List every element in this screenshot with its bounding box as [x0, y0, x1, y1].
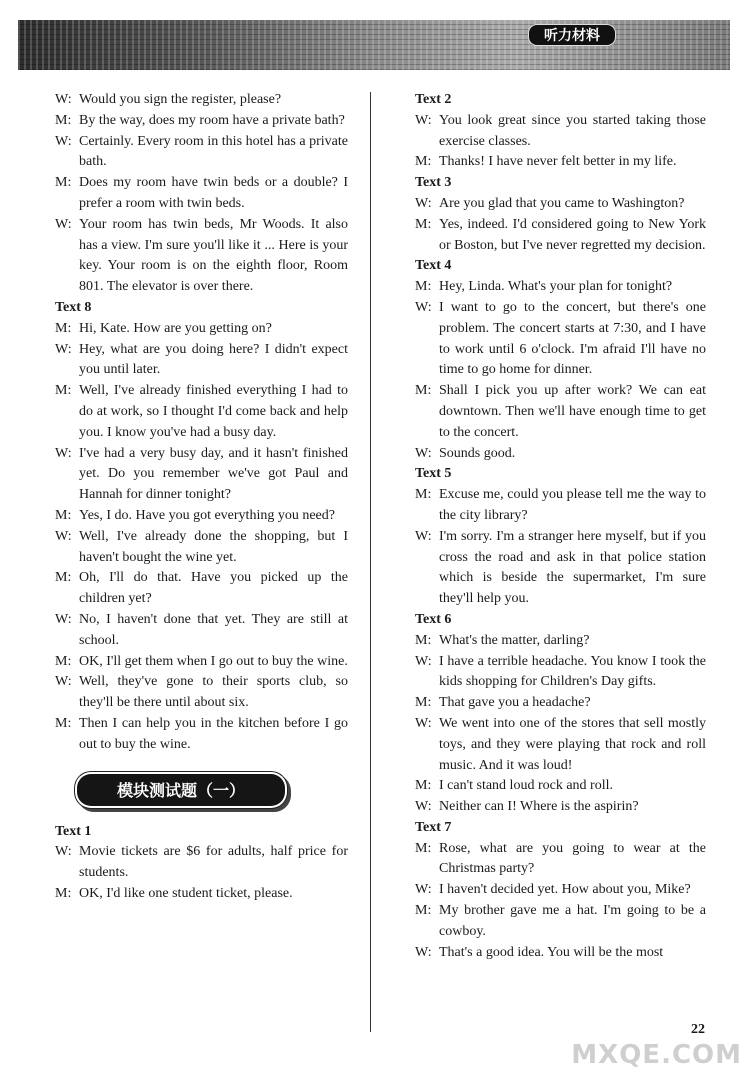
watermark: MXQE.COM: [571, 1040, 742, 1070]
dialogue-line: [415, 444, 706, 465]
dialogue-text: OK, I'd like one student ticket, please.: [79, 885, 293, 901]
speaker-label: M:: [55, 383, 72, 399]
dialogue-text: What's the matter, darling?: [439, 632, 590, 648]
speaker-label: M:: [415, 778, 432, 794]
dialogue-text: Hey, Linda. What's your plan for tonight?: [439, 279, 673, 295]
dialogue-text: Are you glad that you came to Washington?: [439, 195, 685, 211]
speaker-label: W:: [415, 445, 432, 461]
dialogue-line: [55, 173, 348, 215]
dialogue-line: [55, 884, 348, 905]
speaker-label: W:: [55, 133, 72, 149]
left-column: [55, 90, 348, 905]
speaker-label: W:: [55, 341, 72, 357]
dialogue-text: Shall I pick you up after work? We can eat downtown. Then we'll have enough time to get to the concert.: [439, 383, 706, 440]
dialogue-text: I haven't decided yet. How about you, Mike?: [439, 882, 691, 898]
dialogue-line: [55, 340, 348, 382]
dialogue-text: Hi, Kate. How are you getting on?: [79, 320, 272, 336]
dialogue-text: I want to go to the concert, but there's one problem. The concert starts at 7:30, and I have to work until 6 o'clock. I'm afraid I'll have no time to go home for dinner.: [439, 299, 706, 378]
right-column: [415, 90, 706, 963]
speaker-label: M:: [415, 383, 432, 399]
dialogue-text: OK, I'll get them when I go out to buy the wine.: [79, 653, 348, 669]
dialogue-line: [55, 90, 348, 111]
speaker-label: W:: [415, 653, 432, 669]
speaker-label: W:: [415, 299, 432, 315]
dialogue-line: [55, 215, 348, 298]
speaker-label: M:: [55, 653, 72, 669]
dialogue-line: [415, 277, 706, 298]
speaker-label: W:: [415, 944, 432, 960]
speaker-label: M:: [55, 507, 72, 523]
dialogue-text: No, I haven't done that yet. They are still at school.: [79, 611, 348, 648]
dialogue-line: [415, 652, 706, 694]
speaker-label: M:: [55, 320, 72, 336]
dialogue-line: [55, 132, 348, 174]
heading-text7: Text 7: [415, 819, 452, 835]
dialogue-line: [55, 381, 348, 443]
dialogue-block-text2: [415, 111, 706, 173]
dialogue-line: [415, 527, 706, 610]
dialogue-line: [55, 842, 348, 884]
speaker-label: M:: [415, 216, 432, 232]
dialogue-line: [415, 298, 706, 381]
speaker-label: M:: [55, 112, 72, 128]
dialogue-text: Movie tickets are $6 for adults, half price for students.: [79, 844, 348, 881]
dialogue-line: [415, 152, 706, 173]
speaker-label: W:: [415, 112, 432, 128]
dialogue-line: [415, 485, 706, 527]
page-number: 22: [691, 1022, 705, 1037]
dialogue-line: [55, 111, 348, 132]
dialogue-text: I have a terrible headache. You know I took the kids shopping for Children's Day gifts.: [439, 653, 706, 690]
speaker-label: W:: [55, 674, 72, 690]
dialogue-line: [55, 444, 348, 506]
dialogue-text: Certainly. Every room in this hotel has a private bath.: [79, 133, 348, 170]
speaker-label: W:: [55, 844, 72, 860]
speaker-label: M:: [415, 154, 432, 170]
speaker-label: M:: [415, 279, 432, 295]
speaker-label: W:: [55, 611, 72, 627]
dialogue-text: We went into one of the stores that sell mostly toys, and they were playing that rock and roll music. And it was loud!: [439, 715, 706, 773]
dialogue-text: Your room has twin beds, Mr Woods. It also has a view. I'm sure you'll like it ... Here is your key. Your room is on the eighth floor, Room 801. The elevator is over there.: [79, 216, 348, 295]
dialogue-text: I'm sorry. I'm a stranger here myself, but if you cross the road and ask in that police station which is beside the supermarket, I'm sure they'll help you.: [439, 528, 706, 607]
dialogue-line: [415, 693, 706, 714]
dialogue-block-text4: [415, 277, 706, 464]
dialogue-line: [415, 631, 706, 652]
heading-text6: Text 6: [415, 611, 452, 627]
dialogue-text: Well, I've already finished everything I had to do at work, so I thought I'd come back and help you. I know you've had a busy day.: [79, 383, 348, 440]
dialogue-text: I can't stand loud rock and roll.: [439, 778, 613, 794]
heading-text1: Text 1: [55, 823, 92, 839]
dialogue-text: Does my room have twin beds or a double? I prefer a room with twin beds.: [79, 175, 348, 211]
dialogue-text: Would you sign the register, please?: [79, 92, 282, 107]
dialogue-line: [415, 943, 706, 964]
dialogue-line: [415, 111, 706, 153]
speaker-label: M:: [415, 840, 432, 856]
heading-text4: Text 4: [415, 258, 452, 274]
dialogue-line: [415, 839, 706, 881]
dialogue-text: Thanks! I have never felt better in my life.: [439, 154, 677, 170]
dialogue-line: [55, 610, 348, 652]
dialogue-line: [55, 672, 348, 714]
speaker-label: W:: [415, 715, 432, 731]
column-divider: [370, 92, 371, 1032]
speaker-label: M:: [55, 175, 72, 191]
heading-text2: Text 2: [415, 92, 452, 107]
heading-text3: Text 3: [415, 175, 452, 191]
speaker-label: W:: [55, 528, 72, 544]
dialogue-line: [55, 319, 348, 340]
dialogue-line: [55, 714, 348, 756]
speaker-label: M:: [415, 487, 432, 503]
speaker-label: W:: [55, 92, 72, 107]
speaker-label: M:: [415, 695, 432, 711]
section-tab-label: 听力材料: [528, 24, 616, 46]
speaker-label: W:: [55, 216, 72, 232]
speaker-label: M:: [55, 715, 72, 731]
dialogue-text: That gave you a headache?: [439, 695, 591, 711]
dialogue-text: Rose, what are you going to wear at the Christmas party?: [439, 840, 706, 877]
dialogue-text: My brother gave me a hat. I'm going to be a cowboy.: [439, 903, 706, 939]
speaker-label: W:: [55, 445, 72, 461]
speaker-label: M:: [415, 632, 432, 648]
dialogue-line: [55, 506, 348, 527]
dialogue-block-text6: [415, 631, 706, 818]
dialogue-text: By the way, does my room have a private bath?: [79, 112, 345, 128]
dialogue-line: [55, 652, 348, 673]
heading-text8: Text 8: [55, 299, 92, 315]
dialogue-text: I've had a very busy day, and it hasn't finished yet. Do you remember we've got Paul and Hannah for dinner tonight?: [79, 445, 348, 503]
section-banner-module-test: 模块测试题（一）: [77, 774, 285, 806]
dialogue-text: Well, I've already done the shopping, but I haven't bought the wine yet.: [79, 528, 348, 565]
speaker-label: M:: [55, 885, 72, 901]
dialogue-line: [415, 215, 706, 257]
dialogue-block-text5: [415, 485, 706, 610]
speaker-label: W:: [415, 195, 432, 211]
dialogue-text: Well, they've gone to their sports club, so they'll be there until about six.: [79, 674, 348, 711]
dialogue-line: [55, 568, 348, 610]
heading-text5: Text 5: [415, 466, 452, 482]
dialogue-text: Sounds good.: [439, 445, 516, 461]
speaker-label: W:: [415, 799, 432, 815]
dialogue-text: Hey, what are you doing here? I didn't expect you until later.: [79, 341, 348, 378]
dialogue-line: [415, 880, 706, 901]
dialogue-block-text3: [415, 194, 706, 256]
speaker-label: W:: [415, 882, 432, 898]
dialogue-block-text7-continued: [55, 90, 348, 298]
dialogue-line: [415, 901, 706, 943]
dialogue-text: Neither can I! Where is the aspirin?: [439, 799, 639, 815]
speaker-label: M:: [415, 903, 432, 919]
dialogue-line: [55, 527, 348, 569]
dialogue-block-text1: [55, 842, 348, 904]
dialogue-line: [415, 797, 706, 818]
speaker-label: W:: [415, 528, 432, 544]
dialogue-block-text8: [55, 319, 348, 756]
dialogue-text: Excuse me, could you please tell me the way to the city library?: [439, 487, 706, 523]
dialogue-line: [415, 776, 706, 797]
dialogue-line: [415, 194, 706, 215]
dialogue-line: [415, 714, 706, 776]
dialogue-text: That's a good idea. You will be the most: [439, 944, 664, 960]
dialogue-text: Oh, I'll do that. Have you picked up the children yet?: [79, 570, 348, 607]
dialogue-text: You look great since you started taking those exercise classes.: [439, 112, 706, 149]
dialogue-text: Yes, indeed. I'd considered going to New York or Boston, but I've never regretted my decision.: [439, 216, 706, 253]
dialogue-text: Then I can help you in the kitchen before I go out to buy the wine.: [79, 715, 348, 752]
page-header-band: [18, 20, 730, 70]
dialogue-text: Yes, I do. Have you got everything you need?: [79, 507, 335, 523]
dialogue-block-text7: [415, 839, 706, 964]
speaker-label: M:: [55, 570, 72, 586]
dialogue-line: [415, 381, 706, 443]
